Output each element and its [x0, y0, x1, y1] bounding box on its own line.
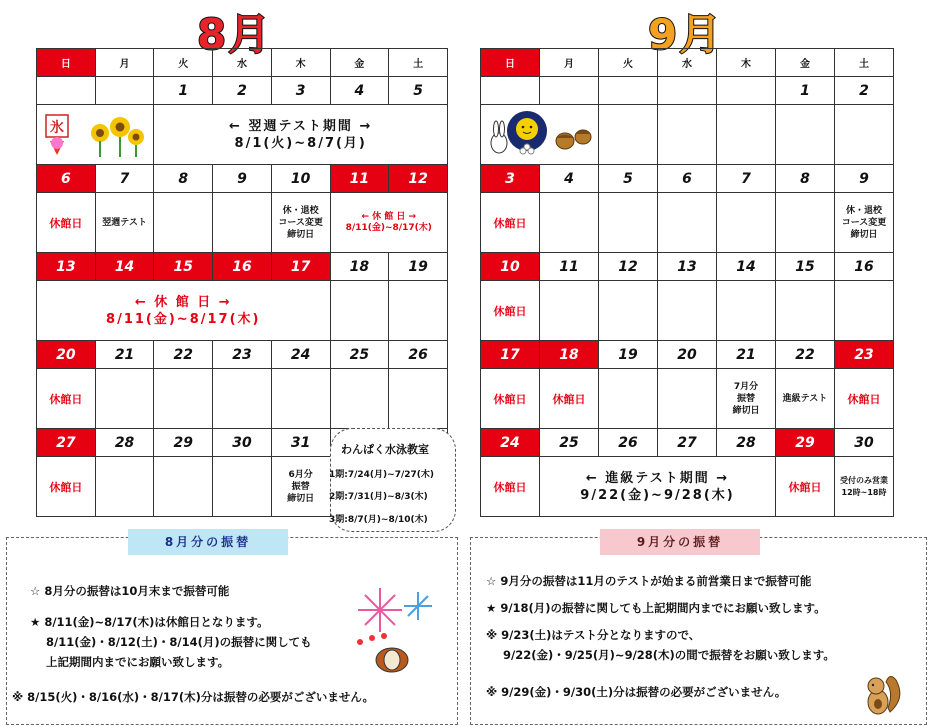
day-cell: 28	[95, 429, 154, 457]
empty-cell	[599, 281, 658, 341]
day-cell	[481, 77, 540, 105]
holiday-title: ← 休 館 日 →	[134, 294, 232, 310]
day-cell: 15	[154, 253, 213, 281]
empty-cell	[658, 369, 717, 429]
day-cell	[717, 77, 776, 105]
day-cell: 24	[271, 341, 330, 369]
promotion-test-dates: 9/22(金)~9/28(木)	[580, 487, 735, 503]
day-cell: 10	[481, 253, 540, 281]
empty-cell	[540, 281, 599, 341]
day-cell: 16	[213, 253, 272, 281]
day-cell: 7	[95, 165, 154, 193]
deadline-line: 7月分	[733, 381, 759, 392]
day-cell: 30	[835, 429, 894, 457]
closed-day: 休館日	[481, 369, 540, 429]
day-cell: 19	[389, 253, 448, 281]
september-note-4: 9/22(金)・9/25(月)~9/28(木)の間で振替をお願い致します。	[503, 648, 835, 662]
day-cell: 6	[37, 165, 96, 193]
promotion-test-label: 進級テスト	[776, 369, 835, 429]
day-cell: 24	[481, 429, 540, 457]
deadline-line: 締切日	[287, 229, 315, 240]
day-cell: 28	[717, 429, 776, 457]
empty-cell	[271, 369, 330, 429]
closed-day: 休館日	[540, 369, 599, 429]
day-cell: 16	[835, 253, 894, 281]
swim-class-box	[330, 428, 456, 532]
day-cell: 15	[776, 253, 835, 281]
swim-term-3: 3期:8/7(月)~8/10(木)	[329, 515, 428, 525]
august-note-5: ※ 8/15(火)・8/16(水)・8/17(木)分は振替の必要がございません。	[12, 690, 375, 704]
empty-cell	[776, 105, 835, 165]
august-makeup-tape: 8月分の振替	[128, 529, 288, 555]
swim-term-2: 2期:7/31(月)~8/3(木)	[329, 492, 428, 502]
deadline-note	[717, 369, 776, 429]
day-cell: 23	[213, 341, 272, 369]
svg-text:氷: 氷	[50, 119, 65, 136]
august-note-2: ★ 8/11(金)~8/17(木)は休館日となります。	[30, 615, 269, 629]
deadline-line: 振替	[736, 393, 755, 404]
test-period-banner	[154, 105, 448, 165]
closed-day: 休館日	[481, 457, 540, 517]
day-cell: 6	[658, 165, 717, 193]
day-cell: 20	[658, 341, 717, 369]
closed-day: 休館日	[37, 369, 96, 429]
day-cell: 13	[37, 253, 96, 281]
day-cell: 17	[481, 341, 540, 369]
empty-cell	[599, 369, 658, 429]
reception-only-note	[835, 457, 894, 517]
august-title: 8月	[197, 10, 273, 59]
empty-cell	[717, 281, 776, 341]
september-makeup-tape: 9月分の振替	[600, 529, 760, 555]
promotion-test-title: ← 進級テスト期間 →	[585, 470, 730, 486]
day-cell: 4	[540, 165, 599, 193]
day-cell: 2	[213, 77, 272, 105]
closed-day: 休館日	[37, 457, 96, 517]
september-note-2: ★ 9/18(月)の振替に関しても上記期間内までにお願い致します。	[486, 601, 826, 615]
closed-day: 休館日	[481, 193, 540, 253]
empty-cell	[95, 457, 154, 517]
empty-cell	[330, 369, 389, 429]
weekday-sat: 土	[835, 49, 894, 77]
test-period-dates: 8/1(火)~8/7(月)	[234, 135, 367, 151]
deadline-line: コース変更	[841, 217, 887, 228]
day-cell: 30	[213, 429, 272, 457]
weekday-sun: 日	[481, 49, 540, 77]
day-cell: 17	[271, 253, 330, 281]
empty-cell	[389, 369, 448, 429]
day-cell: 4	[330, 77, 389, 105]
day-cell: 26	[599, 429, 658, 457]
empty-cell	[776, 281, 835, 341]
fireworks-icon	[350, 580, 440, 680]
empty-cell	[213, 457, 272, 517]
day-cell: 9	[213, 165, 272, 193]
empty-cell	[658, 105, 717, 165]
empty-cell	[717, 193, 776, 253]
day-cell: 8	[776, 165, 835, 193]
weekday-wed: 水	[658, 49, 717, 77]
holiday-dates: 8/11(金)~8/17(木)	[106, 311, 261, 327]
empty-cell	[835, 281, 894, 341]
day-cell: 5	[599, 165, 658, 193]
day-cell: 18	[540, 341, 599, 369]
day-cell: 21	[717, 341, 776, 369]
september-note-1: ☆ 9月分の振替は11月のテストが始まる前営業日まで振替可能	[486, 574, 812, 588]
deadline-line: 振替	[291, 481, 310, 492]
empty-cell	[154, 369, 213, 429]
closed-day: 休館日	[481, 281, 540, 341]
day-cell: 27	[658, 429, 717, 457]
day-cell: 25	[330, 341, 389, 369]
weekday-fri: 金	[330, 49, 389, 77]
day-cell: 25	[540, 429, 599, 457]
deadline-line: 締切日	[732, 405, 760, 416]
day-cell: 14	[95, 253, 154, 281]
day-cell: 22	[154, 341, 213, 369]
moon-rabbit-icon	[485, 107, 595, 159]
day-cell	[37, 77, 96, 105]
closed-day: 休館日	[835, 369, 894, 429]
deadline-line: 休・退校	[282, 205, 319, 216]
day-cell: 7	[717, 165, 776, 193]
day-cell: 8	[154, 165, 213, 193]
day-cell: 12	[599, 253, 658, 281]
day-cell: 11	[540, 253, 599, 281]
day-cell: 5	[389, 77, 448, 105]
deadline-note	[271, 193, 330, 253]
weekday-tue: 火	[599, 49, 658, 77]
deadline-note	[835, 193, 894, 253]
day-cell: 10	[271, 165, 330, 193]
holiday-period-banner	[37, 281, 331, 341]
empty-cell	[213, 193, 272, 253]
deadline-line: 締切日	[850, 229, 878, 240]
weekday-thu: 木	[717, 49, 776, 77]
day-cell: 26	[389, 341, 448, 369]
holiday-dates: 8/11(金)~8/17(木)	[345, 222, 432, 233]
day-cell: 21	[95, 341, 154, 369]
august-note-4: 上記期間内までにお願い致します。	[46, 655, 230, 669]
closed-day: 休館日	[37, 193, 96, 253]
day-cell	[658, 77, 717, 105]
day-cell: 20	[37, 341, 96, 369]
swim-class-title: わんぱく水泳教室	[341, 443, 429, 456]
day-cell: 3	[271, 77, 330, 105]
empty-cell	[330, 281, 389, 341]
day-cell: 29	[154, 429, 213, 457]
day-cell: 12	[389, 165, 448, 193]
weekday-mon: 月	[540, 49, 599, 77]
summer-illustration	[37, 105, 154, 165]
reception-line: 受付のみ営業	[840, 475, 888, 485]
deadline-line: コース変更	[278, 217, 323, 228]
holiday-period-small	[330, 193, 447, 253]
day-cell: 31	[271, 429, 330, 457]
empty-cell	[658, 193, 717, 253]
reception-hours: 12時~18時	[841, 487, 887, 497]
day-cell: 11	[330, 165, 389, 193]
empty-cell	[776, 193, 835, 253]
day-cell	[599, 77, 658, 105]
empty-cell	[154, 193, 213, 253]
empty-cell	[599, 105, 658, 165]
day-cell: 1	[154, 77, 213, 105]
empty-cell	[835, 105, 894, 165]
deadline-note	[271, 457, 330, 517]
day-cell: 14	[717, 253, 776, 281]
empty-cell	[599, 193, 658, 253]
weekday-wed: 水	[213, 49, 272, 77]
empty-cell	[154, 457, 213, 517]
september-title: 9月	[648, 10, 724, 59]
deadline-line: 6月分	[288, 469, 313, 480]
promotion-test-banner	[540, 457, 776, 517]
pre-test-label: 翌週テスト	[95, 193, 154, 253]
day-cell: 23	[835, 341, 894, 369]
day-cell	[540, 77, 599, 105]
empty-cell	[658, 281, 717, 341]
weekday-sun: 日	[37, 49, 96, 77]
empty-cell	[95, 369, 154, 429]
september-calendar	[480, 48, 894, 517]
empty-cell	[540, 193, 599, 253]
weekday-sat: 土	[389, 49, 448, 77]
weekday-tue: 火	[154, 49, 213, 77]
autumn-illustration	[481, 105, 599, 165]
day-cell: 18	[330, 253, 389, 281]
september-note-5: ※ 9/29(金)・9/30(土)分は振替の必要がございません。	[486, 685, 787, 699]
weekday-thu: 木	[271, 49, 330, 77]
september-note-3: ※ 9/23(土)はテスト分となりますので、	[486, 628, 701, 642]
day-cell: 22	[776, 341, 835, 369]
deadline-line: 締切日	[287, 493, 315, 504]
empty-cell	[213, 369, 272, 429]
swim-term-1: 1期:7/24(月)~7/27(木)	[329, 470, 435, 480]
day-cell: 9	[835, 165, 894, 193]
day-cell: 29	[776, 429, 835, 457]
day-cell: 13	[658, 253, 717, 281]
august-note-1: ☆ 8月分の振替は10月末まで振替可能	[30, 584, 230, 598]
closed-day: 休館日	[776, 457, 835, 517]
squirrel-icon	[860, 668, 906, 718]
test-period-title: ← 翌週テスト期間 →	[229, 118, 373, 134]
weekday-mon: 月	[95, 49, 154, 77]
deadline-line: 休・退校	[845, 205, 882, 216]
day-cell	[95, 77, 154, 105]
sunflower-icon	[40, 107, 150, 159]
weekday-fri: 金	[776, 49, 835, 77]
august-note-3: 8/11(金)・8/12(土)・8/14(月)の振替に関しても	[46, 635, 312, 649]
day-cell: 27	[37, 429, 96, 457]
day-cell: 3	[481, 165, 540, 193]
day-cell: 2	[835, 77, 894, 105]
holiday-title: ← 休 館 日 →	[361, 211, 417, 222]
day-cell: 1	[776, 77, 835, 105]
empty-cell	[717, 105, 776, 165]
empty-cell	[389, 281, 448, 341]
day-cell: 19	[599, 341, 658, 369]
